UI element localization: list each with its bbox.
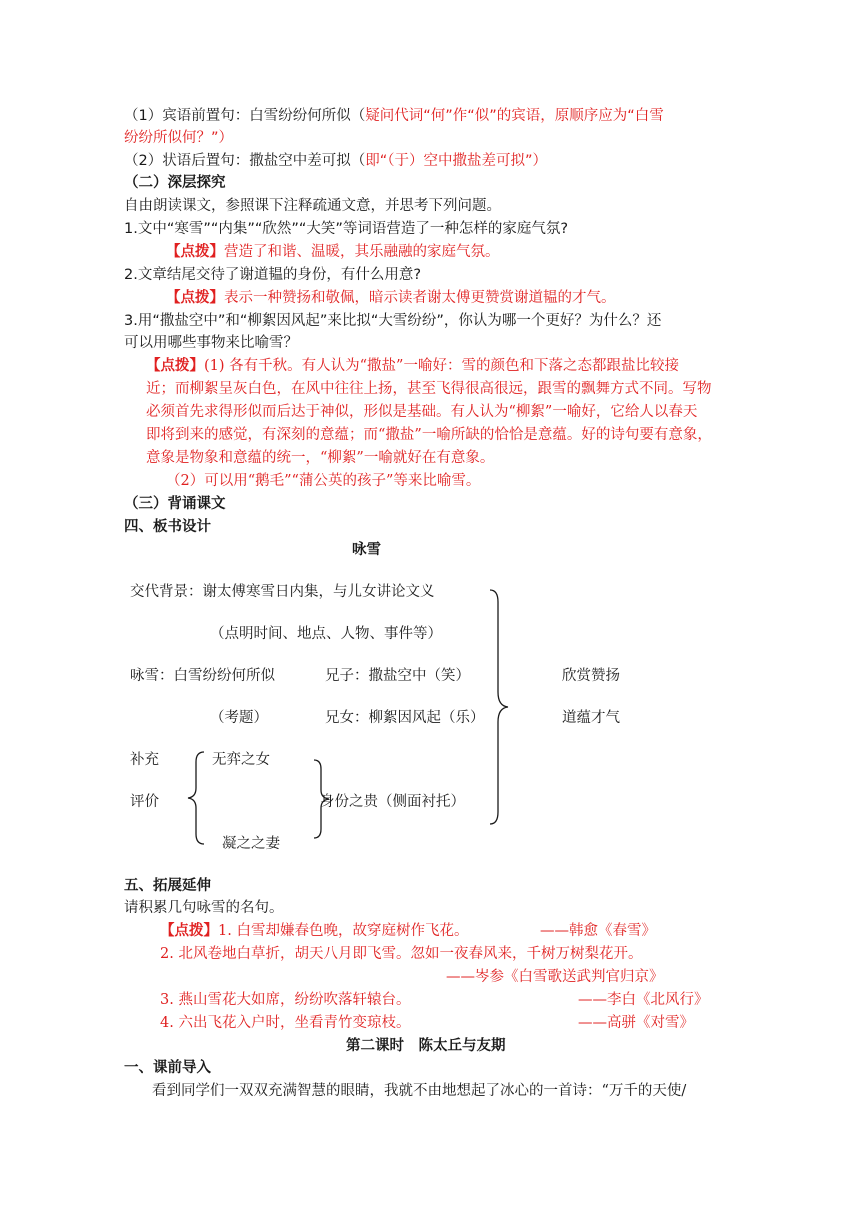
answer-3-line-3: 必须首先求得形似而后达于神似，形似是基础。有人认为“柳絮”一喻好，它给人以春天 <box>146 404 698 420</box>
poem-4: 4. 六出飞花入户时，坐看青竹变琼枝。 <box>160 1015 411 1031</box>
question-3-cont: 可以用哪些事物来比喻雪？ <box>124 335 298 351</box>
board-title: 咏雪 <box>352 542 381 558</box>
poem-1-source: ——韩愈《春雪》 <box>540 923 656 939</box>
answer-1: 【点拨】营造了和谐、温暖，其乐融融的家庭气氛。 <box>166 243 500 260</box>
extension-heading: 五、拓展延伸 <box>124 878 211 894</box>
board-right-2: 道蕴才气 <box>562 710 620 726</box>
question-3: 3.用“撒盐空中”和“柳絮因风起”来比拟“大雪纷纷”，你认为哪一个更好？为什么？还 <box>124 313 662 329</box>
recite-heading: （三）背诵课文 <box>124 496 226 512</box>
small-right-brace <box>312 758 332 840</box>
poem-3-source: ——李白《北风行》 <box>578 992 709 1008</box>
answer-3-line-4: 即将到来的感觉，有深刻的意蕴；而“撒盐”一喻所缺的恰恰是意蕴。好的诗句要有意象， <box>146 427 712 443</box>
poem-1: 【点拨】1. 白雪却嫌春色晚，故穿庭树作飞花。 <box>160 922 469 939</box>
lesson-2-title: 第二课时 陈太丘与友期 <box>346 1038 506 1054</box>
poem-2-source: ——岑参《白雪歌送武判官归京》 <box>446 969 664 985</box>
board-background-note: （点明时间、地点、人物、事件等） <box>210 626 442 642</box>
board-evaluation: 评价 <box>130 794 159 810</box>
board-design-heading: 四、板书设计 <box>124 519 211 535</box>
board-background: 交代背景：谢太傅寒雪日内集，与儿女讲论文义 <box>130 584 435 600</box>
poem-3: 3. 燕山雪花大如席，纷纷吹落轩辕台。 <box>160 992 411 1008</box>
adverbial-postposition-line: （2）状语后置句：撒盐空中差可拟（即“（于）空中撒盐差可拟”） <box>124 153 548 169</box>
poem-4-source: ——高骈《对雪》 <box>578 1015 694 1031</box>
board-supplement: 补充 <box>130 752 159 768</box>
intro-heading: 一、课前导入 <box>124 1060 211 1076</box>
extension-intro: 请积累几句咏雪的名句。 <box>124 900 284 916</box>
board-niece: 兄女：柳絮因风起（乐） <box>325 710 485 726</box>
large-right-brace <box>488 588 512 826</box>
answer-3-line-1: 【点拨】(1) 各有千秋。有人认为“撒盐”一喻好：雪的颜色和下落之态都跟盐比较接 <box>146 357 679 374</box>
board-identity: 身份之贵（侧面衬托） <box>320 794 465 810</box>
board-yongxue: 咏雪：白雪纷纷何所似 <box>130 668 275 684</box>
board-nephew: 兄子：撒盐空中（笑） <box>325 668 470 684</box>
inverted-object-line-cont: 纷纷所似何？”） <box>124 130 234 146</box>
answer-3-line-5: 意象是物象和意蕴的统一，“柳絮”一喻就好在有意象。 <box>146 450 495 466</box>
board-right-1: 欣赏赞扬 <box>562 668 620 684</box>
answer-3-line-6: （2）可以用“鹅毛”“蒲公英的孩子”等来比喻雪。 <box>166 473 481 489</box>
left-brace <box>186 750 208 846</box>
board-ningzhi: 凝之之妻 <box>222 836 280 852</box>
answer-2: 【点拨】表示一种赞扬和敬佩，暗示读者谢太傅更赞赏谢道韫的才气。 <box>166 289 616 306</box>
board-wuyi: 无弈之女 <box>212 752 270 768</box>
inverted-object-line: （1）宾语前置句：白雪纷纷何所似（疑问代词“何”作“似”的宾语，原顺序应为“白雪 <box>124 108 664 124</box>
question-2: 2.文章结尾交待了谢道韫的身份，有什么用意? <box>124 267 422 283</box>
board-yongxue-note: （考题） <box>210 710 268 726</box>
poem-2: 2. 北风卷地白草折，胡天八月即飞雪。忽如一夜春风来，千树万树梨花开。 <box>160 946 643 962</box>
deep-exploration-heading: （二）深层探究 <box>124 175 226 191</box>
deep-exploration-intro: 自由朗读课文，参照课下注释疏通文意，并思考下列问题。 <box>124 198 501 214</box>
intro-text: 看到同学们一双双充满智慧的眼睛，我就不由地想起了冰心的一首诗：“万千的天使/ <box>152 1083 687 1099</box>
answer-3-line-2: 近；而柳絮呈灰白色，在风中往往上扬，甚至飞得很高很远，跟雪的飘舞方式不同。写物 <box>146 381 712 397</box>
question-1: 1.文中“寒雪”“内集”“欣然”“大笑”等词语营造了一种怎样的家庭气氛? <box>124 221 569 237</box>
